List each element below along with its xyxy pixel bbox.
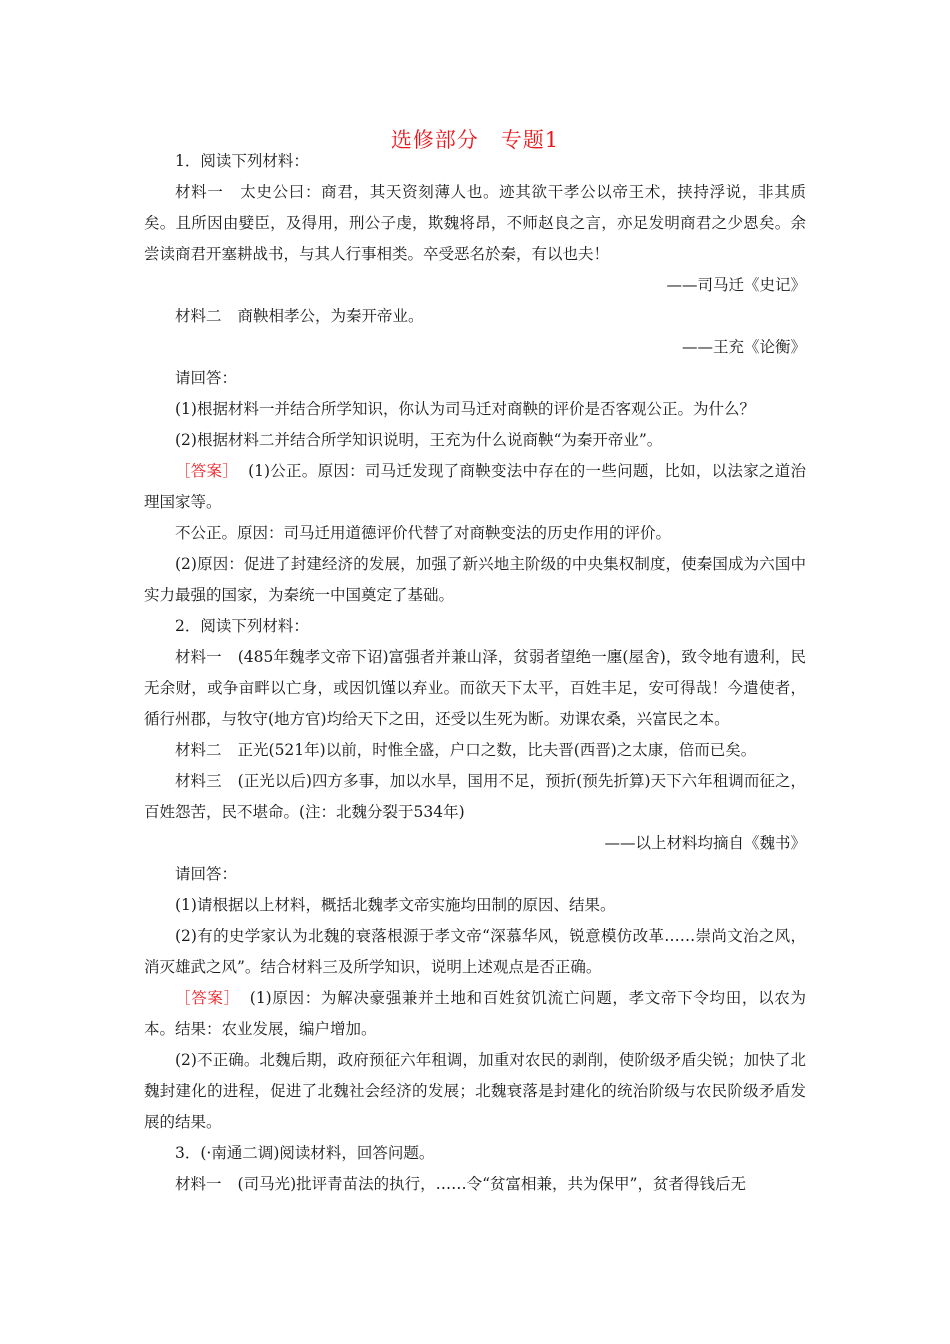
- q1-subquestion-2: (2)根据材料二并结合所学知识说明，王充为什么说商鞅“为秦开帝业”。: [175, 431, 663, 449]
- material-label: 材料二: [175, 307, 222, 325]
- q1-answer-1: [144, 456, 806, 518]
- q1-answer-2: (2)原因：促进了封建经济的发展，加强了新兴地主阶级的中央集权制度，使秦国成为六国中实力最强的国家，为秦统一中国奠定了基础。: [144, 555, 806, 604]
- q2-material-3: [144, 766, 806, 828]
- answer-text: (1)原因：为解决豪强兼并土地和百姓贫饥流亡问题，孝文帝下令均田，以农为本。结果：农业发展，编户增加。: [144, 989, 806, 1038]
- q1-material-2-source: ——王充《论衡》: [681, 338, 806, 356]
- q3-material-1: [144, 1169, 806, 1200]
- material-text: (正光以后)四方多事，加以水旱，国用不足，预折(预先折算)天下六年租调而征之，百姓怨苦，民不堪命。(注：北魏分裂于534年): [144, 772, 806, 821]
- q2-material-2: [144, 735, 806, 766]
- q1-material-1-source: ——司马迁《史记》: [666, 276, 806, 294]
- material-text: 太史公曰：商君，其天资刻薄人也。迹其欲干孝公以帝王术，挟持浮说，非其质矣。且所因由嬖臣，及得用，刑公子虔，欺魏将昂，不师赵良之言，亦足发明商君之少恩矣。余尝读商君开塞耕战书，与其人行事相类。卒受恶名於秦，有以也夫！: [144, 183, 806, 263]
- q1-answer-1b: 不公正。原因：司马迁用道德评价代替了对商鞅变法的历史作用的评价。: [175, 524, 672, 542]
- material-text: (485年魏孝文帝下诏)富强者并兼山泽，贫弱者望绝一廛(屋舍)，致令地有遗利，民无余财，或争亩畔以亡身，或因饥馑以弃业。而欲天下太平，百姓丰足，安可得哉！今遣使者，循行州郡，与牧守(地方官)均给天下之田，还受以生死为断。劝课农桑，兴富民之本。: [144, 648, 806, 728]
- q3-heading: 3．(·南通二调)阅读材料，回答问题。: [175, 1144, 435, 1162]
- q2-heading: 2．阅读下列材料：: [175, 617, 309, 635]
- q1-heading: 1．阅读下列材料：: [175, 152, 309, 170]
- q2-subquestion-2: (2)有的史学家认为北魏的衰落根源于孝文帝“深慕华风，锐意模仿改革……崇尚文治之风，消灭雄武之风”。结合材料三及所学知识，说明上述观点是否正确。: [144, 927, 806, 976]
- material-label: 材料一: [175, 1175, 222, 1193]
- q1-prompt: 请回答：: [175, 369, 238, 387]
- q2-subquestion-1: (1)请根据以上材料，概括北魏孝文帝实施均田制的原因、结果。: [175, 896, 616, 914]
- material-text: (司马光)批评青苗法的执行，……令“贫富相兼，共为保甲”，贫者得钱后无: [237, 1175, 746, 1193]
- answer-tag: ［答案］: [175, 989, 240, 1007]
- q2-answer-1: [144, 983, 806, 1045]
- q1-subquestion-1: (1)根据材料一并结合所学知识，你认为司马迁对商鞅的评价是否客观公正。为什么？: [175, 400, 755, 418]
- material-text: 正光(521年)以前，时惟全盛，户口之数，比夫晋(西晋)之太康，倍而已矣。: [237, 741, 757, 759]
- material-text: 商鞅相孝公，为秦开帝业。: [237, 307, 424, 325]
- answer-text: (1)公正。原因：司马迁发现了商鞅变法中存在的一些问题，比如，以法家之道治理国家等。: [144, 462, 806, 511]
- q2-prompt: 请回答：: [175, 865, 238, 883]
- q2-material-1: [144, 642, 806, 735]
- material-label: 材料一: [175, 183, 224, 201]
- q2-materials-source: ——以上材料均摘自《魏书》: [604, 834, 806, 852]
- material-label: 材料一: [175, 648, 222, 666]
- material-label: 材料二: [175, 741, 222, 759]
- material-label: 材料三: [175, 772, 222, 790]
- answer-tag: ［答案］: [175, 462, 239, 480]
- q1-material-2: [144, 301, 806, 332]
- q1-material-1: [144, 177, 806, 270]
- q2-answer-2: (2)不正确。北魏后期，政府预征六年租调，加重对农民的剥削，使阶级矛盾尖锐；加快了北魏封建化的进程，促进了北魏社会经济的发展；北魏衰落是封建化的统治阶级与农民阶级矛盾发展的结果。: [144, 1051, 806, 1131]
- document-body: [144, 146, 806, 1200]
- page-title: 选修部分 专题1: [390, 128, 560, 152]
